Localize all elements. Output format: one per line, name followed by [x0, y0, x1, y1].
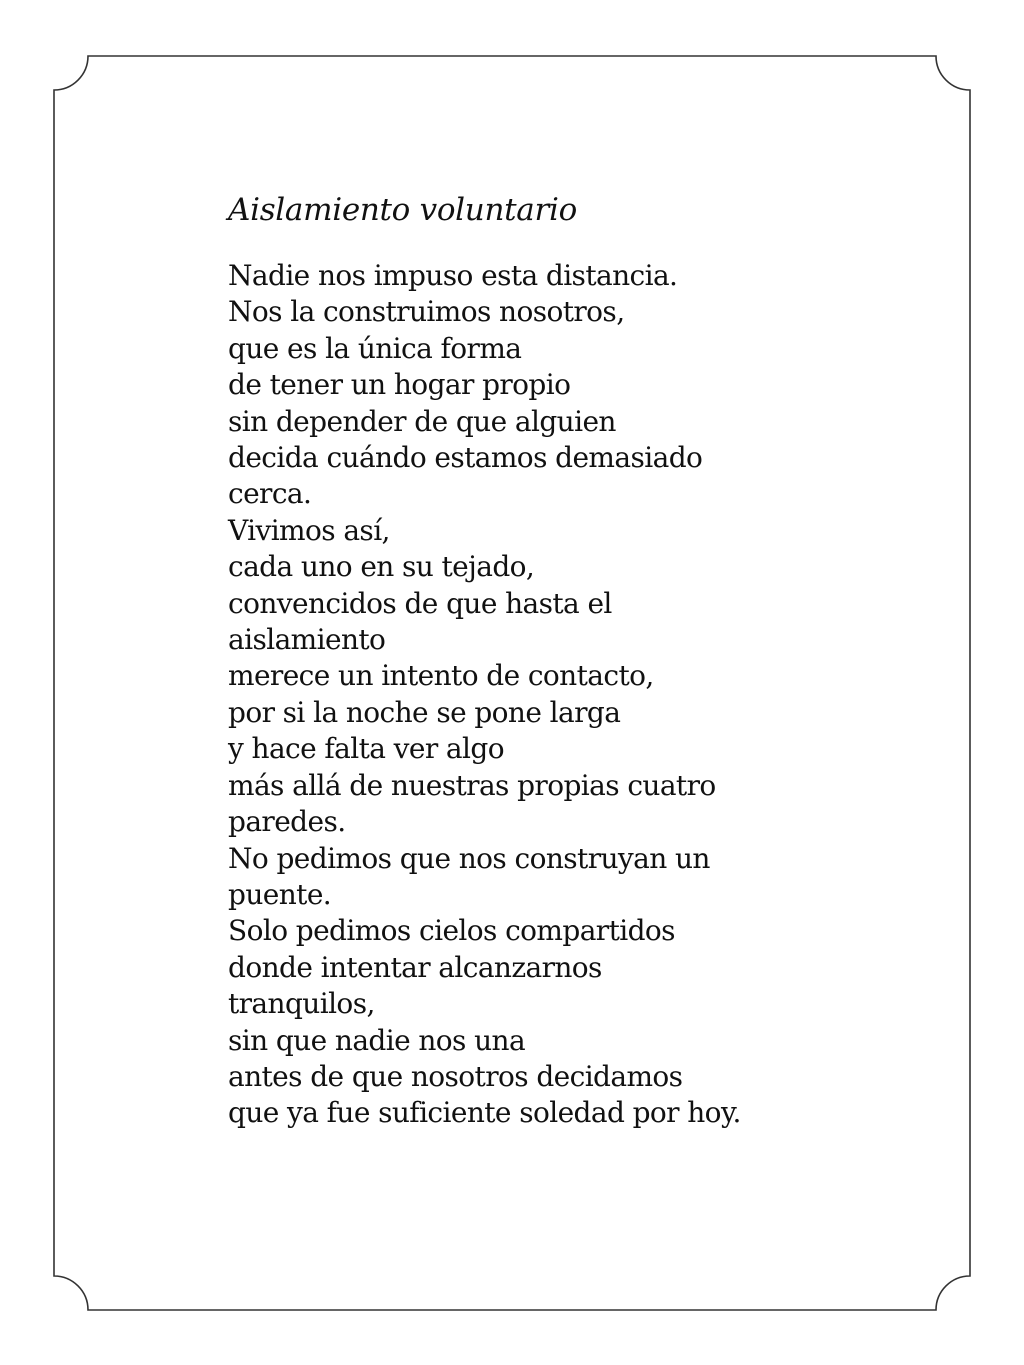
poem-line: sin depender de que alguien [228, 404, 616, 438]
poem-line: por si la noche se pone larga [228, 695, 621, 729]
poem-line: y hace falta ver algo [228, 732, 504, 766]
poem-line: decida cuándo estamos demasiado [228, 441, 703, 475]
poem-line: Nos la construimos nosotros, [228, 295, 625, 329]
poem-line: que ya fue suficiente soledad por hoy. [228, 1096, 741, 1130]
poem-line: No pedimos que nos construyan un [228, 841, 710, 875]
poem-line: sin que nadie nos una [228, 1023, 526, 1057]
poem-line: cerca. [228, 477, 312, 511]
poem-line: más allá de nuestras propias cuatro [228, 768, 716, 802]
poem-line: aislamiento [228, 623, 386, 657]
poem-line: merece un intento de contacto, [228, 659, 654, 693]
poem-line: convencidos de que hasta el [228, 586, 612, 620]
poem-line: Vivimos así, [228, 513, 390, 547]
poem [228, 188, 928, 1132]
poem-line: antes de que nosotros decidamos [228, 1059, 683, 1093]
poem-line: Solo pedimos cielos compartidos [228, 914, 675, 948]
poem-title: Aislamiento voluntario [228, 192, 577, 228]
poem-line: de tener un hogar propio [228, 368, 571, 402]
poem-body [228, 258, 928, 1132]
poem-line: cada uno en su tejado, [228, 550, 535, 584]
poem-line: tranquilos, [228, 987, 375, 1021]
poem-line: donde intentar alcanzarnos [228, 950, 602, 984]
poem-line: Nadie nos impuso esta distancia. [228, 259, 678, 292]
poem-line: que es la única forma [228, 331, 522, 365]
poem-line: paredes. [228, 805, 346, 839]
poem-line: puente. [228, 877, 332, 911]
